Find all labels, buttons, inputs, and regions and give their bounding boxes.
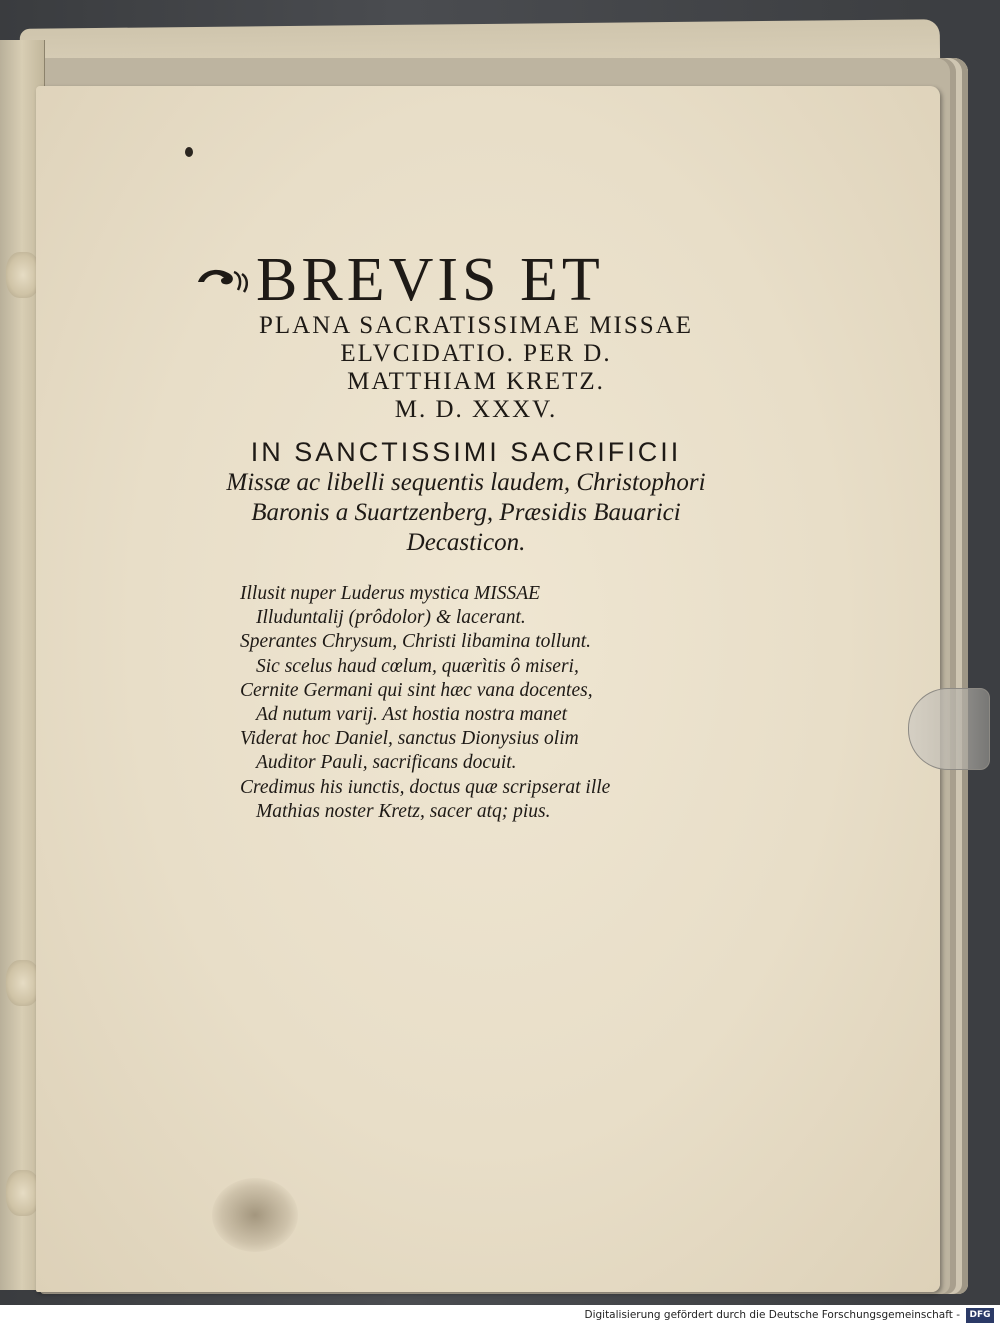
fleuron-ornament-icon bbox=[196, 264, 252, 294]
verse-line: Credimus his iunctis, doctus quæ scripserat ille bbox=[240, 776, 611, 798]
poem-heading bbox=[186, 436, 746, 558]
funding-credit: Digitalisierung gefördert durch die Deutsche Forschungsgemeinschaft - bbox=[584, 1309, 960, 1321]
binding-cord bbox=[6, 252, 40, 298]
ink-spot bbox=[185, 147, 193, 157]
binding-cord bbox=[6, 1170, 40, 1216]
page-stain bbox=[212, 1178, 298, 1252]
verse-line: Ad nutum varij. Ast hostia nostra manet bbox=[256, 704, 568, 726]
footer-bar bbox=[0, 1305, 1000, 1327]
verse-line: Cernite Germani qui sint hæc vana docentes, bbox=[240, 679, 593, 701]
poem-heading-line: Baronis a Suartzenberg, Præsidis Bauarici bbox=[251, 499, 681, 526]
verse-line: Illusit nuper Luderus mystica MISSAE bbox=[240, 583, 541, 604]
title-line-2: PLANA SACRATISSIMAE MISSAE bbox=[258, 312, 694, 339]
title-line-5: M. D. XXXV. bbox=[394, 396, 558, 423]
poem-heading-line: Decasticon. bbox=[406, 529, 526, 556]
title-line-3: ELVCIDATIO. PER D. bbox=[340, 340, 612, 367]
poem-heading-caps: IN SANCTISSIMI SACRIFICII bbox=[250, 437, 682, 467]
title-main bbox=[196, 248, 756, 312]
verse-line: Auditor Pauli, sacrificans docuit. bbox=[256, 752, 517, 774]
title-line-4: MATTHIAM KRETZ. bbox=[347, 368, 605, 395]
poem-heading-line: Missæ ac libelli sequentis laudem, Christophori bbox=[226, 469, 706, 496]
verse-line: Sic scelus haud cœlum, quærìtis ô miseri, bbox=[256, 655, 579, 677]
verse-line: Illuduntalij (prôdolor) & lacerant. bbox=[256, 607, 526, 629]
verse-line: Viderat hoc Daniel, sanctus Dionysius olim bbox=[240, 728, 579, 750]
title-block bbox=[196, 248, 756, 424]
verse-line: Sperantes Chrysum, Christi libamina tollunt. bbox=[240, 631, 592, 653]
title-line-1: BREVIS ET bbox=[256, 246, 604, 314]
page-clip bbox=[908, 688, 990, 770]
binding-cord bbox=[6, 960, 40, 1006]
poem-verses bbox=[240, 582, 700, 824]
verse-line: Mathias noster Kretz, sacer atq; pius. bbox=[256, 800, 551, 822]
dfg-logo: DFG bbox=[966, 1308, 994, 1323]
